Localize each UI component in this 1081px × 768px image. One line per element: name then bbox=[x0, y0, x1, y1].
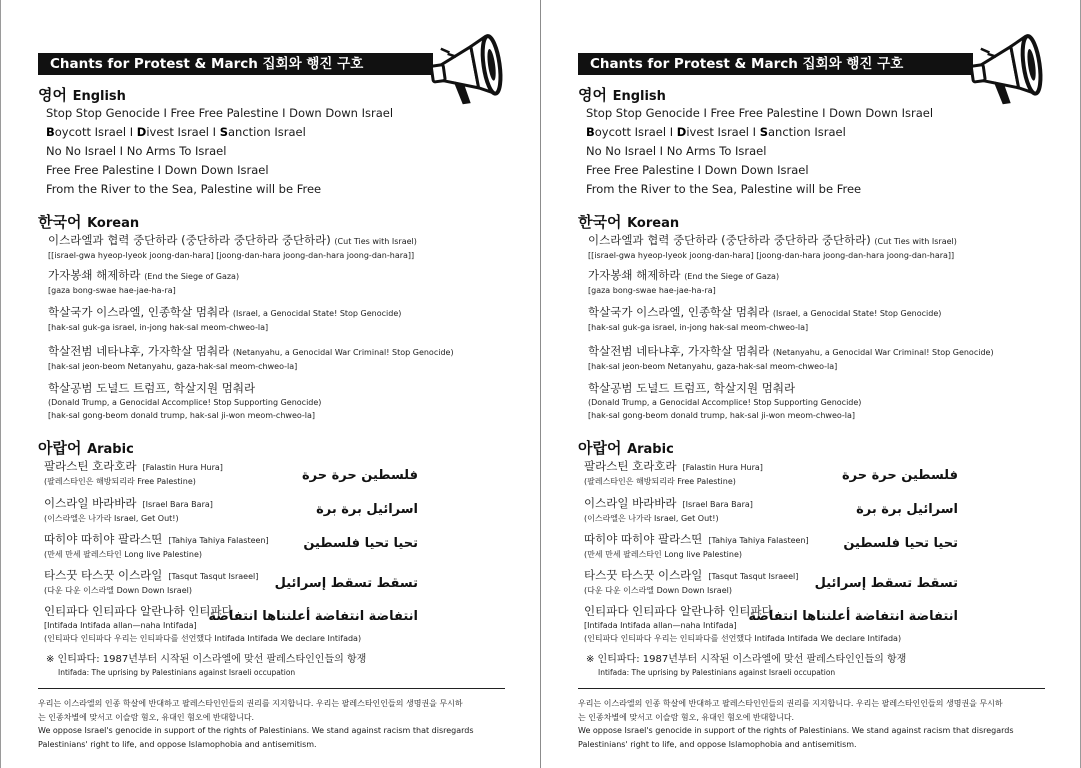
romanization: [hak-sal guk-ga israel, in-jong hak-sal meom-chweo-la] bbox=[588, 323, 809, 332]
arabic-chant-korean bbox=[44, 532, 269, 548]
arabic-heading: 아랍어 Arabic bbox=[38, 439, 134, 457]
chant-text: oycott Israel I bbox=[594, 125, 677, 139]
arabic-script: اسرائيل برة برة bbox=[856, 502, 958, 517]
arabic-chant bbox=[584, 496, 753, 525]
statement-block bbox=[38, 697, 508, 751]
chant-text: Stop Stop Genocide I Free Free Palestine I Down Down Israel bbox=[46, 106, 394, 120]
english-meaning: (Donald Trump, a Genocidal Accomplice! Stop Supporting Genocide) bbox=[588, 398, 862, 407]
chant-meaning: (다운 다운 이스라엘 Down Down Israel) bbox=[44, 586, 192, 595]
statement-line: 는 인종차별에 맞서고 이슬람 혐오, 유대인 혐오에 반대합니다. bbox=[578, 712, 795, 722]
korean-phrase: 가자봉쇄 해제하라 bbox=[588, 268, 681, 282]
divider-rule bbox=[38, 688, 505, 689]
korean-heading: 한국어 Korean bbox=[578, 213, 680, 231]
chant-meaning: (만세 만세 팔레스타인 Long live Palestine) bbox=[44, 550, 203, 559]
korean-phrase: 학살공범 도널드 트럼프, 학살지원 멈춰라 bbox=[588, 381, 796, 395]
chant-meaning: (다운 다운 이스라엘 Down Down Israel) bbox=[584, 586, 732, 595]
english-meaning: (Donald Trump, a Genocidal Accomplice! Stop Supporting Genocide) bbox=[48, 398, 322, 407]
korean-chant bbox=[588, 233, 957, 262]
korean-chant-text bbox=[588, 344, 994, 360]
statement-line: 는 인종차별에 맞서고 이슬람 혐오, 유대인 혐오에 반대합니다. bbox=[38, 712, 255, 722]
statement-line: We oppose Israel's genocide in support of the rights of Palestinians. We stand against racism that disregards bbox=[38, 726, 474, 735]
korean-transliteration: 타스꿋 타스꿋 이스라일 bbox=[44, 568, 163, 582]
chant-text: anction Israel bbox=[228, 125, 306, 139]
arabic-script: تحيا تحيا فلسطين bbox=[303, 536, 418, 551]
statement-line: 우리는 이스라엘의 인종 학살에 반대하고 팔레스타인인들의 권리를 지지합니다. 우리는 팔레스타인인들의 생명권을 무시하 bbox=[38, 699, 463, 708]
footnote-main: ※ 인티파다: 1987년부터 시작된 이스라엘에 맞선 팔레스타인인들의 항쟁 bbox=[46, 654, 367, 665]
korean-transliteration: 이스라일 바라바라 bbox=[584, 496, 677, 510]
statement-block bbox=[578, 697, 1048, 751]
arabic-script: اسرائيل برة برة bbox=[316, 502, 418, 517]
megaphone-icon bbox=[412, 32, 512, 108]
footnote-sub: Intifada: The uprising by Palestinians against Israeli occupation bbox=[598, 668, 836, 677]
korean-phrase: 이스라엘과 협력 중단하라 (중단하라 중단하라 중단하라) bbox=[48, 233, 331, 247]
korean-chant bbox=[48, 381, 321, 422]
arabic-chant-korean bbox=[584, 568, 798, 584]
chant-meaning: (인티파다 인티파다 우리는 인티파다를 선언했다 Intifada Intifada We declare Intifada) bbox=[584, 634, 902, 643]
arabic-script: فلسطين حرة حرة bbox=[841, 468, 958, 483]
romanization: [hak-sal guk-ga israel, in-jong hak-sal meom-chweo-la] bbox=[48, 323, 269, 332]
english-chant bbox=[46, 182, 321, 196]
english-heading: 영어 English bbox=[38, 86, 126, 104]
korean-phrase: 이스라엘과 협력 중단하라 (중단하라 중단하라 중단하라) bbox=[588, 233, 871, 247]
korean-chant bbox=[588, 344, 994, 373]
english-meaning: (Israel, a Genocidal State! Stop Genocide) bbox=[772, 309, 942, 318]
chant-meaning: [Intifada Intifada allan—naha Intifada] bbox=[44, 621, 197, 630]
korean-transliteration: 팔라스틴 호라호라 bbox=[44, 459, 137, 473]
page-title: Chants for Protest & March 집회와 행진 구호 bbox=[38, 53, 433, 75]
arabic-script: انتفاضة انتفاضة أعلنناها انتفاضة bbox=[748, 609, 958, 624]
korean-transliteration: 따히야 따히야 팔라스띤 bbox=[44, 532, 163, 546]
arabic-script: انتفاضة انتفاضة أعلنناها انتفاضة bbox=[208, 609, 418, 624]
english-chant bbox=[46, 125, 306, 139]
chant-text: Free Free Palestine I Down Down Israel bbox=[46, 163, 269, 177]
korean-phrase: 가자봉쇄 해제하라 bbox=[48, 268, 141, 282]
megaphone-icon bbox=[952, 32, 1052, 108]
footnote-sub: Intifada: The uprising by Palestinians against Israeli occupation bbox=[58, 668, 296, 677]
latin-transliteration: [Tahiya Tahiya Falasteen] bbox=[168, 536, 269, 545]
latin-transliteration: [Tasqut Tasqut Israeel] bbox=[708, 572, 799, 581]
english-meaning: (End the Siege of Gaza) bbox=[684, 272, 780, 281]
page-title: Chants for Protest & March 집회와 행진 구호 bbox=[578, 53, 973, 75]
divider-rule bbox=[578, 688, 1045, 689]
korean-transliteration: 인티파다 인티파다 알란나하 인티파다 bbox=[44, 604, 233, 618]
arabic-chant-korean bbox=[44, 459, 223, 475]
romanization: [[israel-gwa hyeop-lyeok joong-dan-hara] [joong-dan-hara joong-dan-hara joong-dan-hara]] bbox=[588, 251, 955, 260]
korean-transliteration: 인티파다 인티파다 알란나하 인티파다 bbox=[584, 604, 773, 618]
english-chant bbox=[46, 106, 393, 120]
korean-chant-text bbox=[48, 381, 321, 396]
statement-line: 우리는 이스라엘의 인종 학살에 반대하고 팔레스타인인들의 권리를 지지합니다. 우리는 팔레스타인인들의 생명권을 무시하 bbox=[578, 699, 1003, 708]
latin-transliteration: [Israel Bara Bara] bbox=[142, 500, 213, 509]
english-heading: 영어 English bbox=[578, 86, 666, 104]
arabic-chant bbox=[44, 568, 258, 597]
korean-chant-text bbox=[588, 268, 779, 284]
korean-transliteration: 팔라스틴 호라호라 bbox=[584, 459, 677, 473]
korean-chant bbox=[588, 268, 779, 297]
korean-transliteration: 타스꿋 타스꿋 이스라일 bbox=[584, 568, 703, 582]
english-chant bbox=[586, 125, 846, 139]
chant-text: From the River to the Sea, Palestine will be Free bbox=[46, 182, 322, 196]
korean-phrase: 학살국가 이스라엘, 인종학살 멈춰라 bbox=[588, 305, 770, 319]
arabic-chant bbox=[44, 459, 223, 488]
arabic-script: تسقط تسقط إسرائيل bbox=[274, 576, 418, 591]
korean-chant bbox=[588, 305, 941, 334]
latin-transliteration: [Tasqut Tasqut Israeel] bbox=[168, 572, 259, 581]
chant-text: Free Free Palestine I Down Down Israel bbox=[586, 163, 809, 177]
chant-text: oycott Israel I bbox=[54, 125, 137, 139]
english-chant bbox=[46, 163, 269, 177]
arabic-script: تسقط تسقط إسرائيل bbox=[814, 576, 958, 591]
arabic-chant bbox=[584, 459, 763, 488]
chant-meaning: (팔레스타인은 해방되리라 Free Palestine) bbox=[44, 477, 196, 486]
chant-text: Stop Stop Genocide I Free Free Palestine I Down Down Israel bbox=[586, 106, 934, 120]
statement-line: We oppose Israel's genocide in support of the rights of Palestinians. We stand against racism that disregards bbox=[578, 726, 1014, 735]
chant-text: No No Israel I No Arms To Israel bbox=[46, 144, 227, 158]
bold-initial: D bbox=[676, 125, 687, 139]
korean-chant bbox=[48, 268, 239, 297]
korean-chant-text bbox=[48, 344, 454, 360]
bold-initial: B bbox=[46, 125, 55, 139]
arabic-chant-korean bbox=[584, 496, 753, 512]
arabic-script: فلسطين حرة حرة bbox=[301, 468, 418, 483]
bold-initial: D bbox=[136, 125, 147, 139]
korean-transliteration: 이스라일 바라바라 bbox=[44, 496, 137, 510]
chant-text: anction Israel bbox=[768, 125, 846, 139]
arabic-chant-korean bbox=[44, 568, 258, 584]
romanization: [[israel-gwa hyeop-lyeok joong-dan-hara] [joong-dan-hara joong-dan-hara joong-dan-hara]] bbox=[48, 251, 415, 260]
latin-transliteration: [Falastin Hura Hura] bbox=[142, 463, 223, 472]
korean-chant bbox=[588, 381, 861, 422]
arabic-chant-korean bbox=[584, 459, 763, 475]
english-meaning: (Netanyahu, a Genocidal War Criminal! Stop Genocide) bbox=[772, 348, 994, 357]
chant-text: ivest Israel I bbox=[686, 125, 760, 139]
korean-chant bbox=[48, 233, 417, 262]
flyer-page bbox=[0, 0, 540, 768]
romanization: [hak-sal jeon-beom Netanyahu, gaza-hak-sal meom-chweo-la] bbox=[588, 362, 838, 371]
korean-transliteration: 따히야 따히야 팔라스띤 bbox=[584, 532, 703, 546]
english-meaning: (Cut Ties with Israel) bbox=[874, 237, 957, 246]
intifada-footnote bbox=[586, 653, 906, 679]
korean-phrase: 학살전범 네타냐후, 가자학살 멈춰라 bbox=[48, 344, 230, 358]
statement-line: Palestinians' right to life, and oppose Islamophobia and antisemitism. bbox=[38, 739, 317, 749]
bold-initial: B bbox=[586, 125, 595, 139]
arabic-chant bbox=[584, 532, 809, 561]
english-meaning: (Israel, a Genocidal State! Stop Genocide) bbox=[232, 309, 402, 318]
arabic-chant-korean bbox=[584, 532, 809, 548]
korean-chant bbox=[48, 305, 401, 334]
footnote-main: ※ 인티파다: 1987년부터 시작된 이스라엘에 맞선 팔레스타인인들의 항쟁 bbox=[586, 654, 907, 665]
korean-chant-text bbox=[588, 305, 941, 321]
statement-line: Palestinians' right to life, and oppose Islamophobia and antisemitism. bbox=[578, 739, 857, 749]
bold-initial: S bbox=[759, 125, 768, 139]
chant-text: From the River to the Sea, Palestine will be Free bbox=[586, 182, 862, 196]
english-chant bbox=[586, 163, 809, 177]
korean-chant-text bbox=[48, 305, 401, 321]
korean-phrase: 학살국가 이스라엘, 인종학살 멈춰라 bbox=[48, 305, 230, 319]
english-chant bbox=[586, 106, 933, 120]
arabic-script: تحيا تحيا فلسطين bbox=[843, 536, 958, 551]
english-meaning: (Cut Ties with Israel) bbox=[334, 237, 417, 246]
chant-meaning: (만세 만세 팔레스타인 Long live Palestine) bbox=[584, 550, 743, 559]
korean-phrase: 학살전범 네타냐후, 가자학살 멈춰라 bbox=[588, 344, 770, 358]
chant-meaning: (이스라엘은 나가라 Israel, Get Out!) bbox=[584, 514, 719, 523]
romanization: [hak-sal jeon-beom Netanyahu, gaza-hak-sal meom-chweo-la] bbox=[48, 362, 298, 371]
english-chant bbox=[586, 144, 766, 158]
chant-meaning: (인티파다 인티파다 우리는 인티파다를 선언했다 Intifada Intifada We declare Intifada) bbox=[44, 634, 362, 643]
intifada-footnote bbox=[46, 653, 366, 679]
latin-transliteration: [Falastin Hura Hura] bbox=[682, 463, 763, 472]
korean-chant-text bbox=[588, 381, 861, 396]
english-chant bbox=[586, 182, 861, 196]
bold-initial: S bbox=[219, 125, 228, 139]
english-chant bbox=[46, 144, 226, 158]
arabic-heading: 아랍어 Arabic bbox=[578, 439, 674, 457]
arabic-chant bbox=[584, 568, 798, 597]
romanization: [hak-sal gong-beom donald trump, hak-sal ji-won meom-chweo-la] bbox=[48, 411, 316, 420]
korean-chant-text bbox=[48, 233, 417, 249]
romanization: [gaza bong-swae hae-jae-ha-ra] bbox=[48, 286, 176, 295]
chant-text: ivest Israel I bbox=[146, 125, 220, 139]
arabic-chant-korean bbox=[44, 496, 213, 512]
english-meaning: (Netanyahu, a Genocidal War Criminal! Stop Genocide) bbox=[232, 348, 454, 357]
latin-transliteration: [Israel Bara Bara] bbox=[682, 500, 753, 509]
korean-chant-text bbox=[48, 268, 239, 284]
english-meaning: (End the Siege of Gaza) bbox=[144, 272, 240, 281]
romanization: [hak-sal gong-beom donald trump, hak-sal ji-won meom-chweo-la] bbox=[588, 411, 856, 420]
flyer-page bbox=[540, 0, 1080, 768]
korean-heading: 한국어 Korean bbox=[38, 213, 140, 231]
arabic-chant bbox=[44, 532, 269, 561]
korean-chant bbox=[48, 344, 454, 373]
korean-phrase: 학살공범 도널드 트럼프, 학살지원 멈춰라 bbox=[48, 381, 256, 395]
chant-meaning: (팔레스타인은 해방되리라 Free Palestine) bbox=[584, 477, 736, 486]
latin-transliteration: [Tahiya Tahiya Falasteen] bbox=[708, 536, 809, 545]
chant-meaning: (이스라엘은 나가라 Israel, Get Out!) bbox=[44, 514, 179, 523]
romanization: [gaza bong-swae hae-jae-ha-ra] bbox=[588, 286, 716, 295]
korean-chant-text bbox=[588, 233, 957, 249]
arabic-chant bbox=[44, 496, 213, 525]
chant-meaning: [Intifada Intifada allan—naha Intifada] bbox=[584, 621, 737, 630]
chant-text: No No Israel I No Arms To Israel bbox=[586, 144, 767, 158]
